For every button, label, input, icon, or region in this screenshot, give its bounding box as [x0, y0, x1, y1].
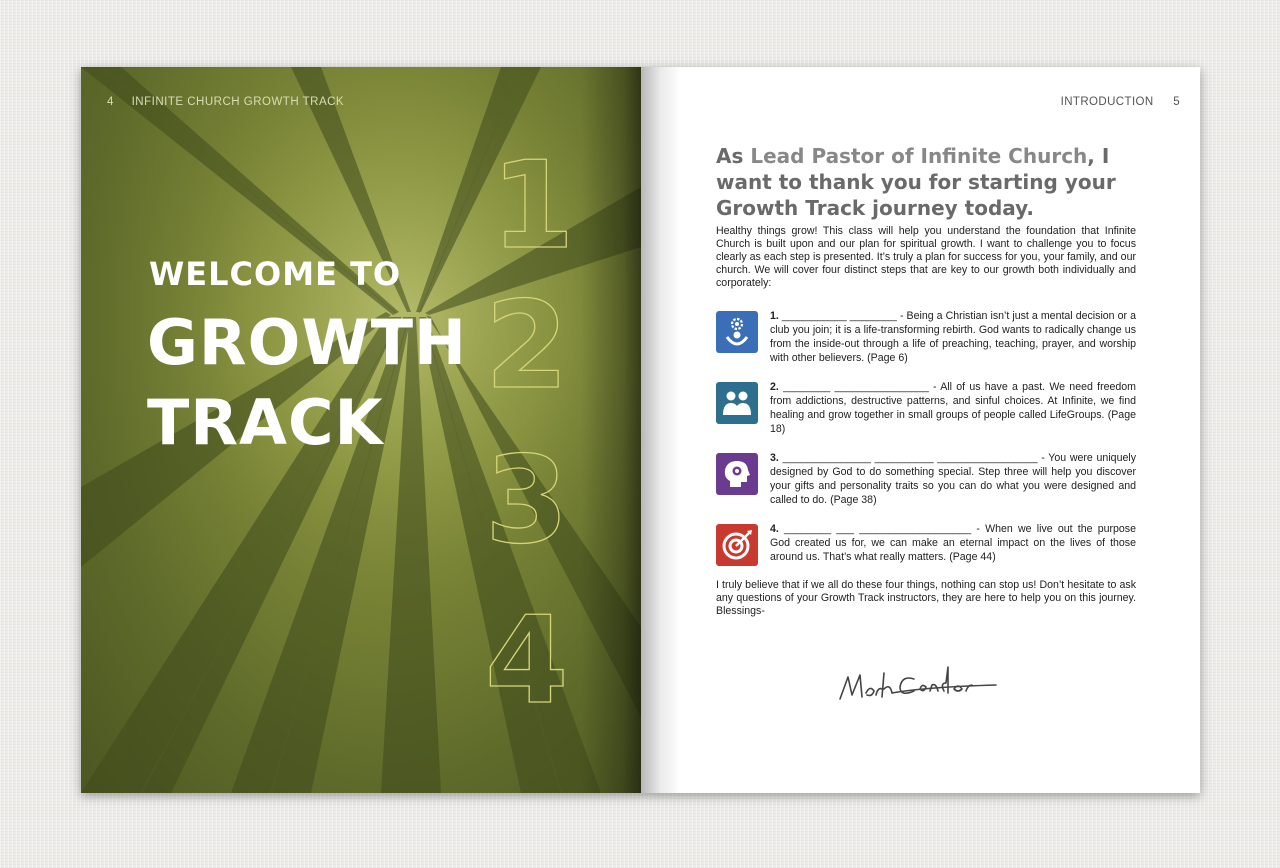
head-gear-icon [716, 453, 758, 495]
target-icon [716, 524, 758, 566]
step-description: - You were uniquely designed by God to do something special. Step three will help you discover your gifts and personality traits so you can do what you were designed and called to do. (Page 38) [770, 452, 1137, 506]
step-description: - Being a Christian isn’t just a mental decision or a club you join; it is a life-transforming rebirth. God wants to radically change us from the inside-out through a life of preaching, teaching, prayer, and worship with other believers. (Page 6) [770, 310, 1136, 364]
intro-paragraph: Healthy things grow! This class will help you understand the foundation that Infinite Church is built upon and our plan for spiritual growth. I want to challenge you to focus clearly as each step is presented. It’s truly a plan for success for you, your family, and our church. We will cover four distinct steps that are key to our growth both individually and corporately: [716, 225, 1136, 289]
step-number: 3. [770, 452, 779, 464]
step-item-4 [716, 524, 1136, 584]
headline-text-post: , I want to thank you for starting your Growth Track journey today. [716, 144, 1116, 220]
step-item-1 [716, 311, 1136, 371]
title-line-track: TRACK [147, 386, 384, 459]
step-blanks: _______________ __________ _________________ [782, 452, 1038, 464]
welcome-heading: WELCOME TO [149, 255, 402, 293]
step-number: 4. [770, 523, 779, 535]
outline-number-3: 3 [485, 432, 569, 571]
left-running-header [107, 96, 358, 108]
right-running-header [1045, 96, 1180, 108]
growth-track-title [147, 303, 467, 463]
book-spread [81, 67, 1200, 793]
step-blanks: ________ ________________ [783, 381, 929, 393]
gutter-shadow [581, 67, 641, 793]
step-description: - All of us have a past. We need freedom from addictions, destructive patterns, and sinful choices. At Infinite, we find healing and grow together in small groups of people called LifeGroups. (Page 18) [770, 381, 1136, 435]
step-number: 1. [770, 310, 779, 322]
step-blanks: ___________ ________ [781, 310, 897, 322]
outline-step-numbers [479, 137, 579, 727]
step-number: 2. [770, 381, 779, 393]
step-item-3 [716, 453, 1136, 513]
page-headline [716, 143, 1136, 221]
left-header-title: INFINITE CHURCH GROWTH TRACK [131, 96, 345, 108]
step-text-3 [770, 451, 1136, 507]
left-page [81, 67, 641, 793]
outline-number-2: 2 [485, 277, 569, 416]
right-header-title: INTRODUCTION [1060, 96, 1154, 108]
step-description: - When we live out the purpose God created us for, we can make an eternal impact on the lives of those around us. That’s what really matters. (Page 44) [770, 523, 1136, 563]
right-gutter-shadow [641, 67, 681, 793]
step-text-1 [770, 309, 1136, 365]
right-page-number: 5 [1173, 96, 1180, 108]
outline-number-1: 1 [491, 137, 575, 276]
outline-number-4: 4 [485, 592, 569, 727]
left-page-number: 4 [107, 96, 114, 108]
step-blanks: ________ ___ ___________________ [784, 523, 972, 535]
people-group-icon [716, 382, 758, 424]
gear-person-icon [716, 311, 758, 353]
closing-paragraph: I truly believe that if we all do these four things, nothing can stop us! Don’t hesitate to ask any questions of your Growth Track instructors, they are here to help you on this journey. Blessings- [716, 579, 1136, 617]
headline-text-pre: As [716, 144, 751, 168]
step-text-4 [770, 522, 1136, 564]
pastor-signature [836, 655, 1016, 715]
step-item-2 [716, 382, 1136, 442]
title-line-growth: GROWTH [147, 306, 467, 379]
right-page [641, 67, 1200, 793]
headline-accent: Lead Pastor of Infinite Church [750, 144, 1088, 168]
step-text-2 [770, 380, 1136, 436]
